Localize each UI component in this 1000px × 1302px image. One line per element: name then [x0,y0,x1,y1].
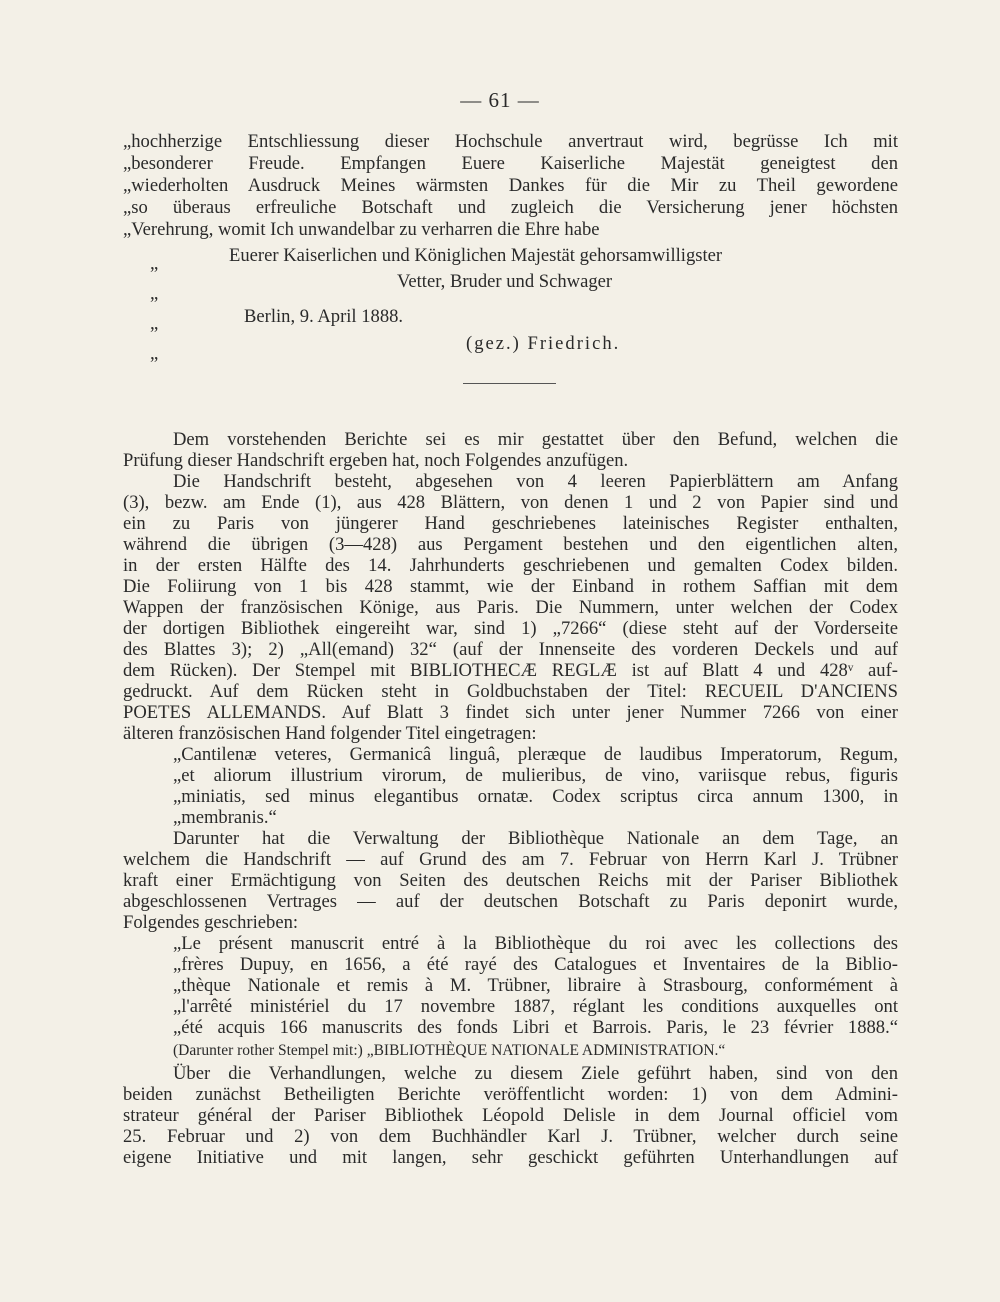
body-line: Folgendes geschrieben: [123,912,299,933]
body-line: welchem die Handschrift — auf Grund des am 7. Februar von Herrn Karl J. Trübner [123,849,898,870]
section-divider [463,383,556,384]
body-line: Über die Verhandlungen, welche zu diesem Ziele geführt haben, sind von den [173,1063,898,1084]
body-line: ein zu Paris von jüngerer Hand geschriebenes lateinisches Register enthalten, [123,513,898,534]
body-line: gedruckt. Auf dem Rücken steht in Goldbuchstaben der Titel: RECUEIL D'ANCIENS [123,681,898,702]
quote-line: „thèque Nationale et remis à M. Trübner, libraire à Strasbourg, conformément à [173,975,898,996]
letter-line: „hochherzige Entschliessung dieser Hochschule anvertraut wird, begrüsse Ich mit [123,131,898,152]
letter-line: „so überaus erfreuliche Botschaft und zugleich die Versicherung jener höchsten [123,197,898,218]
closing-line: Vetter, Bruder und Schwager [397,271,613,292]
stamp-note: (Darunter rother Stempel mit:) „BIBLIOTHÈQUE NATIONALE ADMINISTRATION.“ [173,1042,726,1059]
body-line: in der ersten Hälfte des 14. Jahrhunderts geschriebenen und gemalten Codex bilden. [123,555,898,576]
quote-line: „miniatis, sed minus elegantibus ornatæ. Codex scriptus circa annum 1300, in [173,786,898,807]
body-line: Die Foliirung von 1 bis 428 stammt, wie der Einband in rothem Saffian mit dem [123,576,898,597]
body-line: dem Rücken). Der Stempel mit BIBLIOTHECÆ REGLÆ ist auf Blatt 4 und 428ᵛ auf- [123,660,898,681]
body-line: beiden zunächst Betheiligten Berichte veröffentlicht worden: 1) von dem Admini- [123,1084,898,1105]
closing-line: Euerer Kaiserlichen und Königlichen Majestät gehorsamwilligster [229,245,723,266]
quote-line: „frères Dupuy, en 1656, a été rayé des Catalogues et Inventaires de la Biblio- [173,954,898,975]
quote-line: „Le présent manuscrit entré à la Bibliothèque du roi avec les collections des [173,933,898,954]
body-line: eigene Initiative und mit langen, sehr geschickt geführten Unterhandlungen auf [123,1147,898,1168]
quote-line: „membranis.“ [173,807,277,828]
ditto-mark: „ [150,253,159,274]
body-line: Prüfung dieser Handschrift ergeben hat, noch Folgendes anzufügen. [123,450,629,471]
body-line: (3), bezw. am Ende (1), aus 428 Blättern, von denen 1 und 2 von Papier sind und [123,492,898,513]
body-line: abgeschlossenen Vertrages — auf der deutschen Botschaft zu Paris deponirt wurde, [123,891,898,912]
body-line: Wappen der französischen Könige, aus Paris. Die Nummern, unter welchen der Codex [123,597,898,618]
body-line: Darunter hat die Verwaltung der Bibliothèque Nationale an dem Tage, an [173,828,898,849]
ditto-mark: „ [150,343,159,364]
body-line: während die übrigen (3—428) aus Pergament bestehen und den eigentlichen alten, [123,534,898,555]
ditto-mark: „ [150,283,159,304]
closing-date: Berlin, 9. April 1888. [244,306,404,327]
body-line: des Blattes 3); 2) „All(emand) 32“ (auf der Innenseite des vorderen Deckels und auf [123,639,898,660]
letter-line: „besonderer Freude. Empfangen Euere Kaiserliche Majestät geneigtest den [123,153,898,174]
quote-line: „et aliorum illustrium virorum, de mulieribus, de vino, variisque rebus, figuris [173,765,898,786]
body-line: älteren französischen Hand folgender Titel eingetragen: [123,723,537,744]
page-number: — 61 — [460,88,540,112]
body-line: Dem vorstehenden Berichte sei es mir gestattet über den Befund, welchen die [173,429,898,450]
signature: (gez.) Friedrich. [466,333,621,354]
body-line: strateur général der Pariser Bibliothek Léopold Delisle in dem Journal officiel vom [123,1105,898,1126]
body-line: der dortigen Bibliothek eingereiht war, sind 1) „7266“ (diese steht auf der Vorderseite [123,618,898,639]
quote-line: „Cantilenæ veteres, Germanicâ linguâ, pleræque de laudibus Imperatorum, Regum, [173,744,898,765]
ditto-mark: „ [150,313,159,334]
body-line: Die Handschrift besteht, abgesehen von 4 leeren Papierblättern am Anfang [173,471,898,492]
quote-line: „l'arrêté ministériel du 17 novembre 1887, réglant les conditions auxquelles ont [173,996,898,1017]
body-line: kraft einer Ermächtigung von Seiten des deutschen Reichs mit der Pariser Bibliothek [123,870,898,891]
quote-line: „été acquis 166 manuscrits des fonds Libri et Barrois. Paris, le 23 février 1888.“ [173,1017,898,1038]
body-line: 25. Februar und 2) von dem Buchhändler Karl J. Trübner, welcher durch seine [123,1126,898,1147]
body-line: POETES ALLEMANDS. Auf Blatt 3 findet sich unter jener Nummer 7266 von einer [123,702,898,723]
letter-line: „Verehrung, womit Ich unwandelbar zu verharren die Ehre habe [123,219,600,240]
letter-line: „wiederholten Ausdruck Meines wärmsten Dankes für die Mir zu Theil gewordene [123,175,898,196]
